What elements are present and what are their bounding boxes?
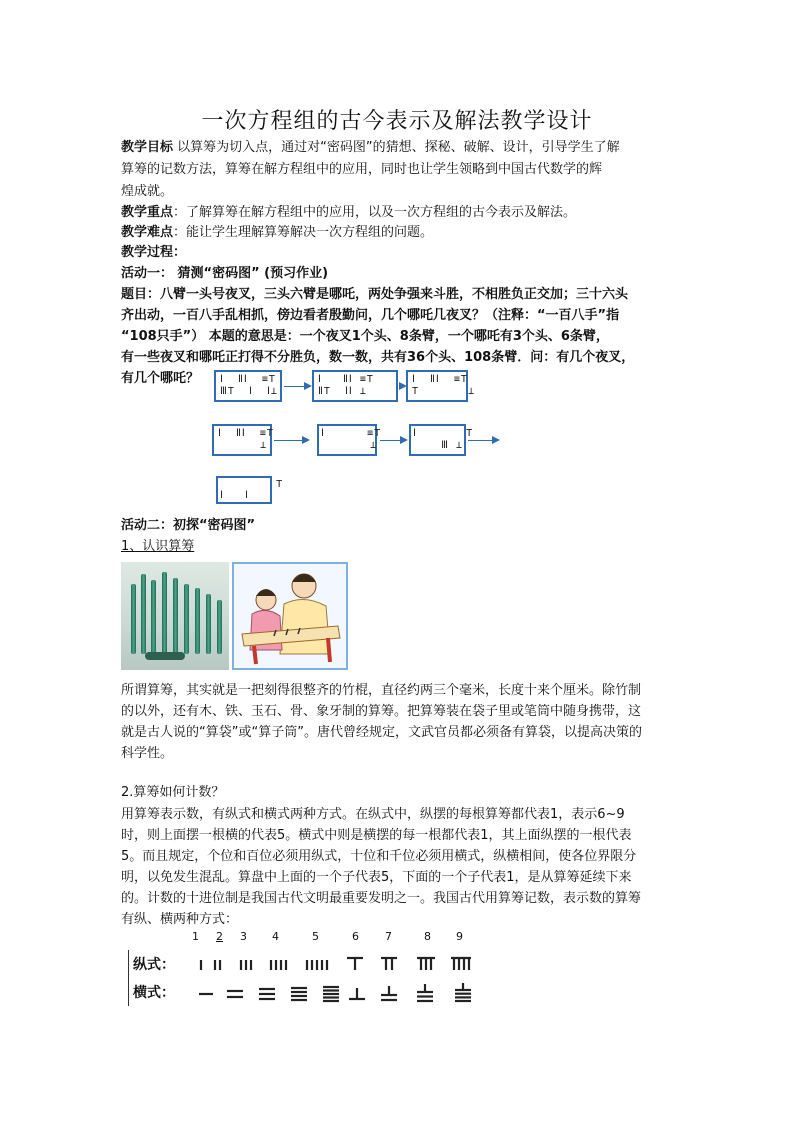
page-title: 一次方程组的古今表示及解法教学设计 [201, 109, 593, 134]
para2-line-2: 时，则上面摆一根横的代表5。横式中则是横摆的每一根都代表1，其上面纵摆的一根代表 [121, 828, 632, 843]
para1-line-3: 就是古人说的“算袋”或“算子筒”。唐代曾经规定，文武官员都必须备有算袋，以提高决策的 [121, 725, 642, 740]
difficulty-text: ：能让学生理解算筹解决一次方程组的问题。 [173, 225, 434, 240]
para2-line-3: 5。而且规定，个位和百位必须用纵式，十位和千位必须用横式，纵横相间，使各位界限分 [121, 849, 637, 864]
digit-1: 1 [192, 930, 199, 943]
para2-line-5: 的。计数的十进位制是我国古代文明最重要发明之一。我国古代用算筹记数，表示数的算筹 [121, 891, 642, 906]
problem-line-5: 有几个哪吒？ [121, 371, 200, 386]
digit-3: 3 [240, 930, 247, 943]
para2-line-4: 明，以免发生混乱。算盘中上面的一个子代表5，下面的一个子代表1，是从算筹延续下来 [121, 870, 632, 885]
code-box-6-bottom: Ⅲ ⊥ [413, 440, 464, 451]
code-box-7-top: T [220, 479, 284, 490]
objective-text-1: 以算筹为切入点，通过对“密码图”的猜想、探秘、破解、设计，引导学生了解 [173, 140, 620, 155]
digit-2: 2 [216, 930, 223, 943]
digit-9: 9 [456, 930, 463, 943]
code-box-7-bottom: Ⅰ Ⅰ [220, 490, 249, 501]
code-box-5-top: Ⅰ ≡T [321, 428, 382, 439]
para2-line-6: 有纵、横两种方式： [121, 912, 239, 927]
code-box-1-bottom: ⅢT Ⅰ Ⅰ⊥ [220, 386, 278, 397]
code-box-3 [406, 370, 476, 402]
digit-5: 5 [312, 930, 319, 943]
row-horizontal-label: 横式： [133, 985, 175, 1001]
section1-title: 1、认识算筹 [121, 539, 195, 554]
problem-line-1: 题目：八臂一头号夜叉，三头六臂是哪吒，两处争强来斗胜，不相胜负正交加；三十六头 [121, 287, 629, 302]
objective-line-3: 煌成就。 [121, 184, 174, 199]
problem-line-2: 齐出动，一百八手乱相抓，傍边看者殷勤问，几个哪吒几夜叉？（注释：“一百八手”指 [121, 308, 620, 323]
ancient-scholars-illustration [232, 562, 348, 670]
difficulty-label: 教学难点 [121, 225, 174, 240]
digit-7: 7 [385, 930, 392, 943]
activity2-title: 活动二：初探“密码图” [121, 518, 256, 533]
code-box-3-top: Ⅰ ⅡⅠ ≡T [412, 374, 468, 385]
objective-line-1 [121, 138, 620, 158]
rod-numeral-table [128, 950, 489, 1006]
arrow-right-icon [274, 440, 304, 441]
process-label: 教学过程： [121, 245, 187, 260]
code-box-6-top: Ⅰ T [413, 428, 474, 439]
code-box-2-top: Ⅰ ⅡⅠ ≡T [318, 374, 374, 385]
rod-glyphs-icon [129, 950, 489, 1006]
key-points-line [121, 203, 576, 223]
problem-line-4: 有一些夜叉和哪吒正打得不分胜负，数一数，共有36个头、108条臂．问：有几个夜叉， [121, 350, 635, 365]
arrow-right-icon [468, 440, 494, 441]
cartoon-icon [234, 564, 346, 668]
problem-line-3: “108只手”） 本题的意思是：一个夜叉1个头、8条臂，一个哪吒有3个头、6条臂， [121, 329, 609, 344]
difficulty-line [121, 223, 433, 243]
arrow-right-icon [399, 386, 401, 387]
row-vertical-label: 纵式： [133, 957, 175, 973]
code-box-1 [214, 370, 282, 402]
para1-line-2: 的以外，还有木、铁、玉石、骨、象牙制的算筹。把算筹装在袋子里或笔筒中随身携带，这 [121, 704, 642, 719]
objective-line-2: 算筹的记数方法，算筹在解方程组中的应用，同时也让学生领略到中国古代数学的辉 [121, 162, 603, 177]
code-box-2 [312, 370, 398, 402]
objective-label: 教学目标 [121, 140, 174, 155]
code-box-1-top: Ⅰ ⅡⅠ ≡T [220, 374, 276, 385]
code-box-4 [212, 424, 272, 456]
digit-6: 6 [352, 930, 359, 943]
code-box-4-bottom: ⊥ [218, 440, 268, 451]
code-box-2-bottom: ⅡT ⅠⅠ ⊥ [318, 386, 367, 397]
para1 [121, 680, 676, 764]
digit-4: 4 [272, 930, 279, 943]
digit-8: 8 [424, 930, 431, 943]
code-box-5-bottom: ⊥ [321, 440, 378, 451]
para1-line-1: 所谓算筹，其实就是一把刻得很整齐的竹棍，直径约两三个毫米，长度十来个厘米。除竹制 [121, 683, 642, 698]
code-box-6 [409, 424, 474, 456]
key-points-label: 教学重点 [121, 205, 174, 220]
para1-line-4: 科学性。 [121, 746, 174, 761]
activity1-title: 活动一： 猜测“密码图” (预习作业) [121, 266, 329, 281]
para2-line-1: 用算筹表示数，有纵式和横式两种方式。在纵式中，纵摆的每根算筹都代表1，表示6~9 [121, 807, 625, 822]
code-box-4-top: Ⅰ ⅡⅠ ≡T [218, 428, 274, 439]
para2 [121, 804, 676, 930]
code-box-7 [216, 476, 284, 504]
key-points-text: ：了解算筹在解方程组中的应用，以及一次方程组的古今表示及解法。 [173, 205, 577, 220]
arrow-right-icon [284, 386, 306, 387]
arrow-right-icon [380, 440, 402, 441]
code-box-5 [317, 424, 382, 456]
code-box-3-bottom: T ⊥ [412, 386, 476, 397]
section2-title: 2.算筹如何计数？ [121, 785, 225, 800]
counting-rods-photo [121, 562, 229, 670]
